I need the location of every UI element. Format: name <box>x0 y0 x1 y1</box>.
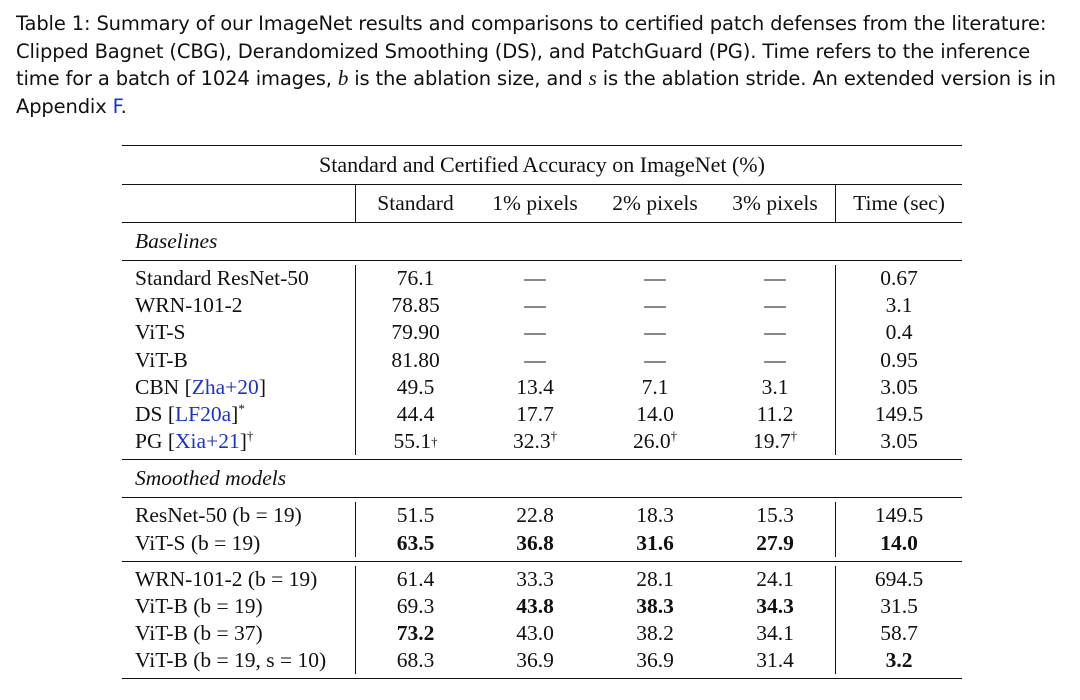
cell-value: 78.85 <box>391 293 440 318</box>
value-cell: 18.3 <box>636 503 674 528</box>
value-cell <box>715 293 835 318</box>
citation-link[interactable]: Xia+21 <box>175 429 240 454</box>
time-cell: 694.5 <box>835 566 962 593</box>
table-title: Standard and Certified Accuracy on ImageNet (%) <box>319 152 765 177</box>
model-name-cell: ResNet-50 (b = 19) <box>135 503 302 528</box>
caption-text: is the ablation size, and <box>348 67 589 90</box>
value-cell: 31.4 <box>756 648 794 673</box>
model-name-cell <box>122 293 355 318</box>
value-cell: 38.2 <box>636 621 674 646</box>
time-cell: 3.2 <box>835 647 962 674</box>
model-name-cell <box>122 402 355 427</box>
value-cell <box>595 266 715 291</box>
model-name-cell: WRN-101-2 (b = 19) <box>135 566 318 591</box>
bracket: ] <box>258 374 266 399</box>
cell-value: 11.2 <box>756 402 794 427</box>
time-cell: 0.95 <box>835 347 962 374</box>
header-cell: 2% pixels <box>612 191 698 215</box>
time-cell: 0.4 <box>835 319 962 346</box>
value-cell <box>475 293 595 318</box>
time-cell: 3.05 <box>835 374 962 401</box>
value-cell <box>355 265 475 292</box>
cell-value: — <box>524 266 546 291</box>
value-cell: 15.3 <box>756 503 794 528</box>
cell-value: 26.0 <box>632 429 671 454</box>
footnote-mark: * <box>238 401 245 417</box>
cell-value: — <box>764 293 786 318</box>
footnote-mark: † <box>550 428 558 444</box>
citation-link[interactable]: LF20a <box>175 402 232 427</box>
cell-value: 81.80 <box>391 347 440 372</box>
model-name: ViT-S <box>135 320 186 345</box>
caption-var-s: s <box>588 66 597 90</box>
value-cell: 22.8 <box>516 503 554 528</box>
cell-value: — <box>644 293 666 318</box>
value-cell <box>475 348 595 373</box>
cell-value: — <box>524 347 546 372</box>
value-cell: 34.3 <box>756 593 794 618</box>
table-row <box>122 401 962 428</box>
value-cell <box>355 292 475 319</box>
table-row <box>122 292 962 319</box>
value-cell: 69.3 <box>355 593 475 620</box>
caption-text: is the ablation stride. An extended version is in Appendix <box>16 67 1056 118</box>
value-cell <box>355 319 475 346</box>
value-cell <box>355 347 475 374</box>
header-row <box>122 185 962 222</box>
header-cell: 1% pixels <box>492 191 578 215</box>
cell-value: — <box>764 266 786 291</box>
table-row <box>122 566 962 593</box>
results-table <box>122 145 962 679</box>
cell-value: — <box>524 293 546 318</box>
value-cell <box>475 320 595 345</box>
value-cell: 28.1 <box>636 566 674 591</box>
model-name: WRN-101-2 <box>135 293 243 318</box>
value-cell: 33.3 <box>516 566 554 591</box>
model-name-cell: ViT-B (b = 37) <box>135 621 263 646</box>
footnote-mark: † <box>790 428 798 444</box>
cell-value: — <box>524 320 546 345</box>
cell-value: 55.1 <box>393 429 432 454</box>
value-cell <box>715 429 835 454</box>
header-cell: Standard <box>355 185 475 222</box>
value-cell <box>595 402 715 427</box>
caption-text: . <box>120 94 127 118</box>
value-cell <box>715 320 835 345</box>
section-label-smoothed: Smoothed models <box>135 466 287 491</box>
caption-var-b: b <box>337 66 349 90</box>
value-cell: 73.2 <box>355 620 475 647</box>
smoothed-block-a <box>122 498 962 560</box>
table-row <box>122 647 962 674</box>
value-cell: 61.4 <box>355 566 475 593</box>
time-cell: 3.1 <box>835 292 962 319</box>
value-cell <box>715 402 835 427</box>
value-cell <box>475 266 595 291</box>
cell-value: 49.5 <box>396 374 435 399</box>
value-cell: 43.8 <box>516 593 554 618</box>
value-cell: 38.3 <box>636 593 674 618</box>
value-cell <box>355 401 475 428</box>
value-cell <box>595 293 715 318</box>
value-cell: 27.9 <box>756 530 794 555</box>
cell-value: 3.1 <box>761 374 789 399</box>
cell-value: 17.7 <box>516 402 554 427</box>
table-row <box>122 530 962 557</box>
cell-value: 32.3 <box>512 429 551 454</box>
value-cell: 31.6 <box>636 530 674 555</box>
time-cell: 14.0 <box>835 530 962 557</box>
baselines-block <box>122 261 962 459</box>
bracket: ] <box>239 429 247 454</box>
model-name: DS [ <box>135 402 176 427</box>
model-name-cell: ViT-B (b = 19) <box>135 593 263 618</box>
table-row <box>122 374 962 401</box>
caption-text: Table 1: Summary of our ImageNet results and comparisons to certified patch defenses from the literature: Clipped Bagnet (CBG), Derandomized Smoothing (DS), and PatchGuard (PG). Time refers to the inference time for a batch of 1024 images, <box>16 12 1047 90</box>
time-cell: 149.5 <box>835 502 962 529</box>
value-cell: 63.5 <box>355 530 475 557</box>
table-row <box>122 265 962 292</box>
value-cell <box>715 266 835 291</box>
value-cell <box>475 402 595 427</box>
value-cell <box>475 375 595 400</box>
value-cell: 36.9 <box>516 648 554 673</box>
model-name-cell <box>122 320 355 345</box>
cell-value: 76.1 <box>396 266 435 291</box>
value-cell: 43.0 <box>516 621 554 646</box>
table-row <box>122 593 962 620</box>
cell-value: — <box>644 347 666 372</box>
model-name-cell <box>122 375 355 400</box>
value-cell: 51.5 <box>355 502 475 529</box>
value-cell <box>595 375 715 400</box>
value-cell <box>595 429 715 454</box>
time-cell: 31.5 <box>835 593 962 620</box>
model-name: Standard ResNet-50 <box>135 266 309 291</box>
table-caption <box>16 10 1076 120</box>
time-cell: 149.5 <box>835 401 962 428</box>
table-row <box>122 428 962 455</box>
value-cell: 55.1 † <box>355 428 475 455</box>
header-cell: Time (sec) <box>835 185 962 222</box>
value-cell <box>715 375 835 400</box>
smoothed-block-b <box>122 562 962 679</box>
cell-value: 13.4 <box>516 374 554 399</box>
model-name: ViT-B <box>135 347 188 372</box>
model-name-cell <box>122 348 355 373</box>
value-cell: 34.1 <box>756 621 794 646</box>
cell-value: 44.4 <box>396 402 435 427</box>
value-cell <box>595 320 715 345</box>
cell-value: — <box>764 320 786 345</box>
bracket: ] <box>231 402 239 427</box>
model-name: CBN [ <box>135 374 192 399</box>
table-row <box>122 502 962 529</box>
model-name-cell <box>122 266 355 291</box>
time-cell: 58.7 <box>835 620 962 647</box>
appendix-link[interactable]: F <box>112 94 121 118</box>
value-cell <box>595 348 715 373</box>
header-cell: 3% pixels <box>732 191 818 215</box>
table-row <box>122 319 962 346</box>
value-cell: 68.3 <box>355 647 475 674</box>
cell-value: 14.0 <box>636 402 674 427</box>
time-cell: 3.05 <box>835 428 962 455</box>
table-row <box>122 347 962 374</box>
value-cell: 24.1 <box>756 566 794 591</box>
model-name-cell <box>122 429 355 454</box>
cell-value: — <box>764 347 786 372</box>
value-cell: 36.9 <box>636 648 674 673</box>
cell-value: 79.90 <box>391 320 440 345</box>
model-name-cell: ViT-B (b = 19, s = 10) <box>135 648 327 673</box>
cell-value: 7.1 <box>641 374 669 399</box>
section-label-baselines: Baselines <box>135 229 218 253</box>
model-name: PG [ <box>135 429 176 454</box>
cell-value: — <box>644 266 666 291</box>
model-name-cell: ViT-S (b = 19) <box>135 530 261 555</box>
value-cell <box>715 348 835 373</box>
value-cell <box>355 374 475 401</box>
cell-value: 19.7 <box>752 429 791 454</box>
time-cell: 0.67 <box>835 265 962 292</box>
footnote-mark: † <box>246 428 254 444</box>
value-cell <box>475 429 595 454</box>
table-row <box>122 620 962 647</box>
value-cell: 36.8 <box>516 530 554 555</box>
cell-value: — <box>644 320 666 345</box>
footnote-mark: † <box>670 428 678 444</box>
citation-link[interactable]: Zha+20 <box>191 374 259 399</box>
bottom-rule <box>122 678 962 679</box>
